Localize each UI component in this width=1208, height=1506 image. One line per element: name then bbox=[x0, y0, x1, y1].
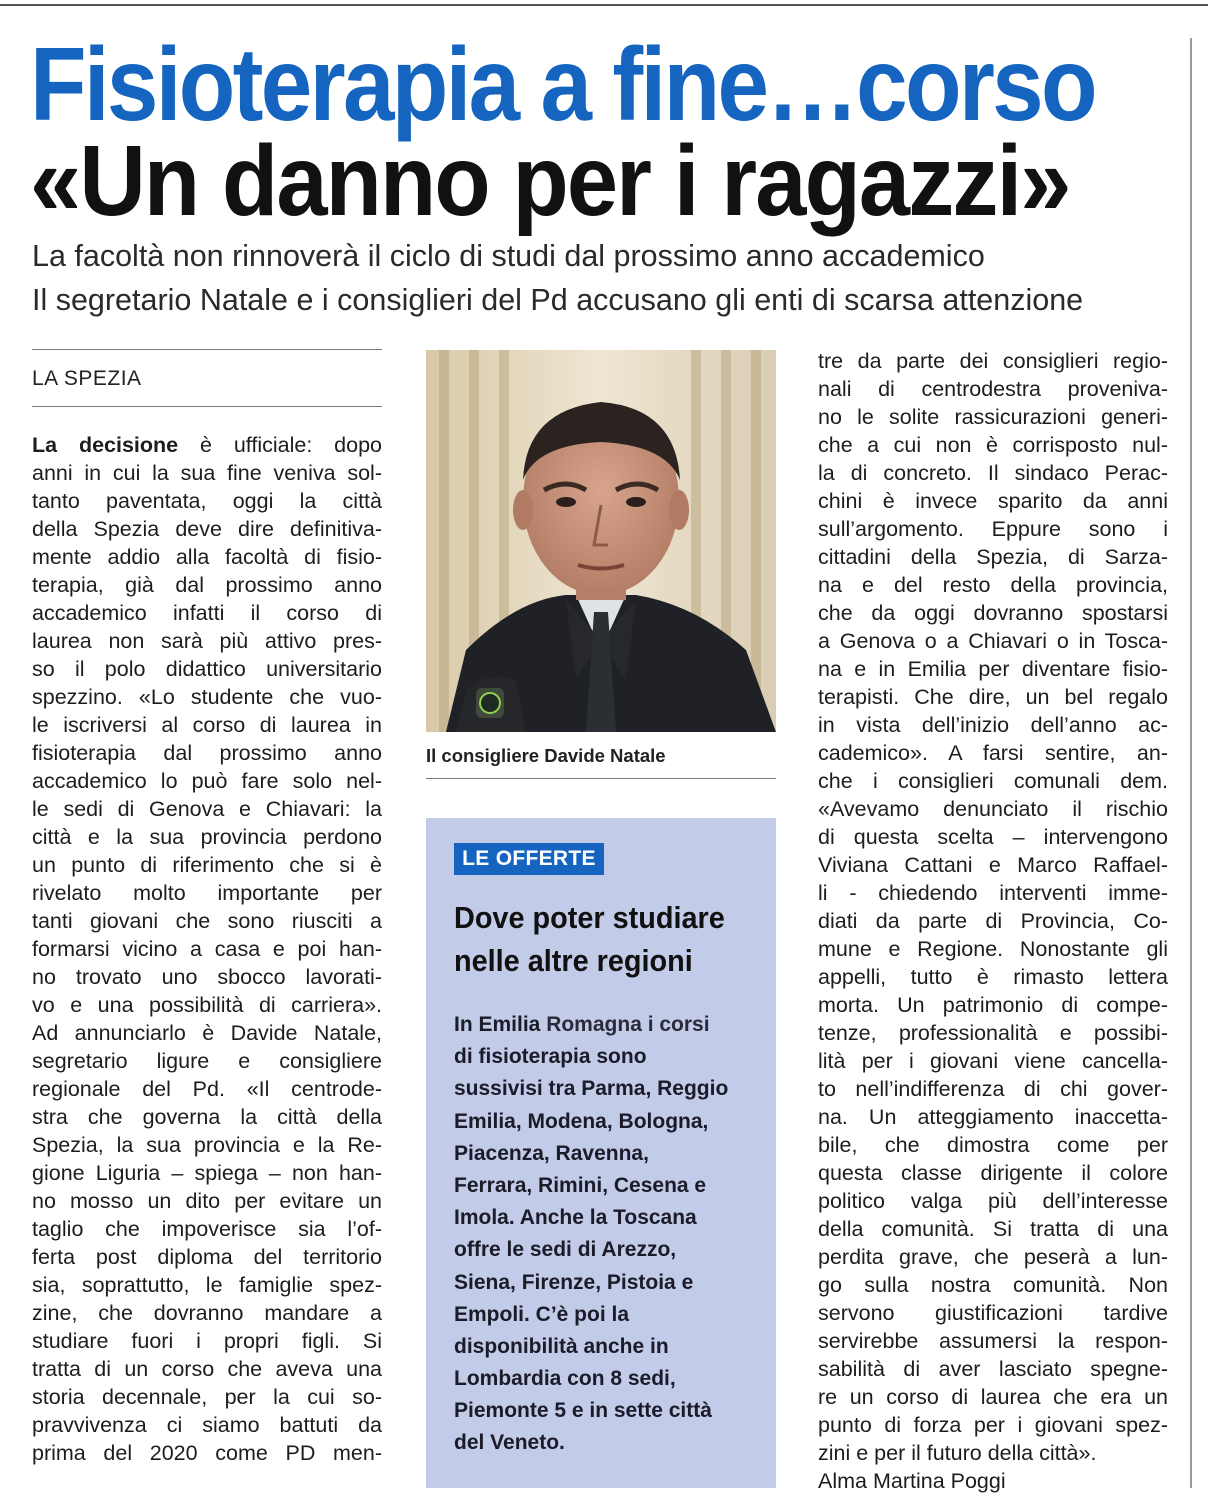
column-line: tanti giovani che sono riusciti a bbox=[32, 909, 382, 933]
portrait-image bbox=[426, 350, 776, 732]
sidebar-line: di fisioterapia sono bbox=[454, 1045, 647, 1069]
column-line: lità per i giovani viene cancella- bbox=[818, 1049, 1168, 1073]
column-line: sia, soprattutto, le famiglie spez- bbox=[32, 1273, 382, 1297]
column-line: città e la sua provincia perdono bbox=[32, 825, 382, 849]
location-rule-top bbox=[32, 349, 382, 350]
headline-quote: «Un danno per i ragazzi» bbox=[30, 125, 1070, 237]
column-line: tratta di un corso che aveva una bbox=[32, 1357, 382, 1381]
column-line: mente addio alla facoltà di fisio- bbox=[32, 545, 382, 569]
column-line: Spezia, la sua provincia e la Re- bbox=[32, 1133, 382, 1157]
column-line: terapisti. Che dire, un bel regalo bbox=[818, 685, 1168, 709]
sidebar-line: disponibilità anche in bbox=[454, 1334, 669, 1358]
column-line: ferta post diploma del territorio bbox=[32, 1245, 382, 1269]
column-line: politico valga più dell’interesse bbox=[818, 1189, 1168, 1213]
column-line: chini è invece sparito da anni bbox=[818, 489, 1168, 513]
column-line: gione Liguria – spiega – non han- bbox=[32, 1161, 382, 1185]
sidebar-title-line-1: Dove poter studiare bbox=[454, 900, 725, 935]
column-line: appelli, tutto è rimasto lettera bbox=[818, 965, 1168, 989]
column-line: tre da parte dei consiglieri regio- bbox=[818, 349, 1168, 373]
column-line: diati da parte di Provincia, Co- bbox=[818, 909, 1168, 933]
column-line: no mosso un dito per evitare un bbox=[32, 1189, 382, 1213]
column-line: Ad annunciarlo è Davide Natale, bbox=[32, 1021, 382, 1045]
column-line: in vista dell’inizio dell’anno ac- bbox=[818, 713, 1168, 737]
column-line: re un corso di laurea che era un bbox=[818, 1385, 1168, 1409]
article-column-1 bbox=[32, 431, 382, 1467]
sidebar-line: Piemonte 5 e in sette città bbox=[454, 1399, 712, 1423]
sidebar-line: offre le sedi di Arezzo, bbox=[454, 1238, 677, 1262]
sidebar-line: Emilia, Modena, Bologna, bbox=[454, 1109, 709, 1133]
column-line: cademico». A farsi sentire, an- bbox=[818, 741, 1168, 765]
sidebar-body bbox=[454, 1009, 764, 1460]
column-line: spezzino. «Lo studente che vuo- bbox=[32, 685, 382, 709]
column-line: della comunità. Si tratta di una bbox=[818, 1217, 1168, 1241]
column-line: fisioterapia dal prossimo anno bbox=[32, 741, 382, 765]
column-line: rivelato molto importante per bbox=[32, 881, 382, 905]
photo-davide-natale bbox=[426, 350, 776, 732]
column-line: mune e Regione. Nonostante gli bbox=[818, 937, 1168, 961]
sidebar-line: sussivisi tra Parma, Reggio bbox=[454, 1077, 729, 1101]
column-line: studiare fuori i propri figli. Si bbox=[32, 1329, 382, 1353]
sidebar-line: Lombardia con 8 sedi, bbox=[454, 1367, 676, 1391]
column-line: della Spezia deve dire definitiva- bbox=[32, 517, 382, 541]
column-line: na. Un atteggiamento inaccetta- bbox=[818, 1105, 1168, 1129]
column-line: prima del 2020 come PD men- bbox=[32, 1441, 382, 1465]
caption-rule bbox=[426, 778, 776, 779]
sidebar-badge: LE OFFERTE bbox=[454, 843, 604, 875]
column-line: di questa scelta – intervengono bbox=[818, 825, 1168, 849]
column-line: to nell’indifferenza di chi gover- bbox=[818, 1077, 1168, 1101]
column-line: accademico lo può fare solo nel- bbox=[32, 769, 382, 793]
top-rule bbox=[0, 4, 1208, 6]
column-line: la di concreto. Il sindaco Perac- bbox=[818, 461, 1168, 485]
dateline-location: LA SPEZIA bbox=[32, 367, 142, 390]
column-line: pravvivenza ci siamo battuti da bbox=[32, 1413, 382, 1437]
column-line: segretario ligure e consigliere bbox=[32, 1049, 382, 1073]
headline-main: Fisioterapia a fine…corso bbox=[30, 27, 1095, 143]
column-line: servono giustificazioni tardive bbox=[818, 1301, 1168, 1325]
column-line: go sulla nostra comunità. Non bbox=[818, 1273, 1168, 1297]
column-line: «Avevamo denunciato il rischio bbox=[818, 797, 1168, 821]
column-line: na e in Emilia per diventare fisio- bbox=[818, 657, 1168, 681]
column-line: anni in cui la sua fine veniva sol- bbox=[32, 461, 382, 485]
sidebar-line: Piacenza, Ravenna, bbox=[454, 1141, 649, 1165]
lead-bold: La decisione bbox=[32, 433, 179, 457]
sidebar-title-line-2: nelle altre regioni bbox=[454, 943, 693, 978]
sidebar-line: Empoli. C’è poi la bbox=[454, 1302, 630, 1326]
column-line: questa classe dirigente il colore bbox=[818, 1161, 1168, 1185]
sidebar-line: Siena, Firenze, Pistoia e bbox=[454, 1270, 694, 1294]
column-line: laurea non sarà più attivo pres- bbox=[32, 629, 382, 653]
subheadline-1: La facoltà non rinnoverà il ciclo di studi dal prossimo anno accademico bbox=[32, 239, 985, 273]
column-line: stra che governa la città della bbox=[32, 1105, 382, 1129]
column-line: perdita grave, che peserà a lun- bbox=[818, 1245, 1168, 1269]
column-line: zini e per il futuro della città». bbox=[818, 1441, 1097, 1465]
sidebar-line: del Veneto. bbox=[454, 1431, 565, 1455]
column-line: so il polo didattico universitario bbox=[32, 657, 382, 681]
author-byline: Alma Martina Poggi bbox=[818, 1469, 1006, 1493]
column-line: le iscriversi al corso di laurea in bbox=[32, 713, 382, 737]
column-line: un punto di riferimento che si è bbox=[32, 853, 382, 877]
column-line: terapia, già dal prossimo anno bbox=[32, 573, 382, 597]
column-line: che i consiglieri comunali dem. bbox=[818, 769, 1168, 793]
article-column-3 bbox=[818, 347, 1168, 1495]
column-line: sabilità di aver lasciato spegne- bbox=[818, 1357, 1168, 1381]
sidebar-lead-bold: In Emilia bbox=[454, 1013, 541, 1036]
column-line: punto di forza per i giovani spez- bbox=[818, 1413, 1168, 1437]
column-line: accademico infatti il corso di bbox=[32, 601, 382, 625]
column-line: taglio che impoverisce sia l’of- bbox=[32, 1217, 382, 1241]
column-line: morta. Un patrimonio di compe- bbox=[818, 993, 1168, 1017]
column-line: storia decennale, per la cui so- bbox=[32, 1385, 382, 1409]
column-line: servirebbe assumersi la respon- bbox=[818, 1329, 1168, 1353]
column-line: tanto paventata, oggi la città bbox=[32, 489, 382, 513]
sidebar-line: Ferrara, Rimini, Cesena e bbox=[454, 1173, 707, 1197]
column-line: che da oggi dovranno spostarsi bbox=[818, 601, 1168, 625]
column-line: che a cui non è corrisposto nul- bbox=[818, 433, 1168, 457]
column-line: La decisione è ufficiale: dopo bbox=[32, 433, 382, 457]
column-line: tenze, professionalità e possibi- bbox=[818, 1021, 1168, 1045]
subheadline-2: Il segretario Natale e i consiglieri del Pd accusano gli enti di scarsa attenzione bbox=[32, 283, 1084, 317]
column-line: bile, che dimostra come per bbox=[818, 1133, 1168, 1157]
column-line: no le solite rassicurazioni generi- bbox=[818, 405, 1168, 429]
column-line: zine, che dovranno mandare a bbox=[32, 1301, 382, 1325]
column-line: regionale del Pd. «Il centrode- bbox=[32, 1077, 382, 1101]
column-line: nali di centrodestra proveniva- bbox=[818, 377, 1168, 401]
sidebar-line: Imola. Anche la Toscana bbox=[454, 1206, 697, 1230]
column-line: formarsi vicino a casa e poi han- bbox=[32, 937, 382, 961]
sidebar-line: In Emilia Romagna i corsi bbox=[454, 1013, 710, 1036]
column-line: cittadini della Spezia, di Sarza- bbox=[818, 545, 1168, 569]
column-line: na e del resto della provincia, bbox=[818, 573, 1168, 597]
sidebar-title bbox=[454, 896, 752, 982]
column-line: vo e una possibilità di carriera». bbox=[32, 993, 382, 1017]
photo-caption: Il consigliere Davide Natale bbox=[426, 745, 666, 766]
column-line: no trovato uno sbocco lavorati- bbox=[32, 965, 382, 989]
column-line: Viviana Cattani e Marco Raffael- bbox=[818, 853, 1168, 877]
column-line: le sedi di Genova e Chiavari: la bbox=[32, 797, 382, 821]
location-rule-bottom bbox=[32, 406, 382, 407]
column-line: sull’argomento. Eppure sono i bbox=[818, 517, 1168, 541]
column-line: li - chiedendo interventi imme- bbox=[818, 881, 1168, 905]
column-line: a Genova o a Chiavari o in Tosca- bbox=[818, 629, 1168, 653]
